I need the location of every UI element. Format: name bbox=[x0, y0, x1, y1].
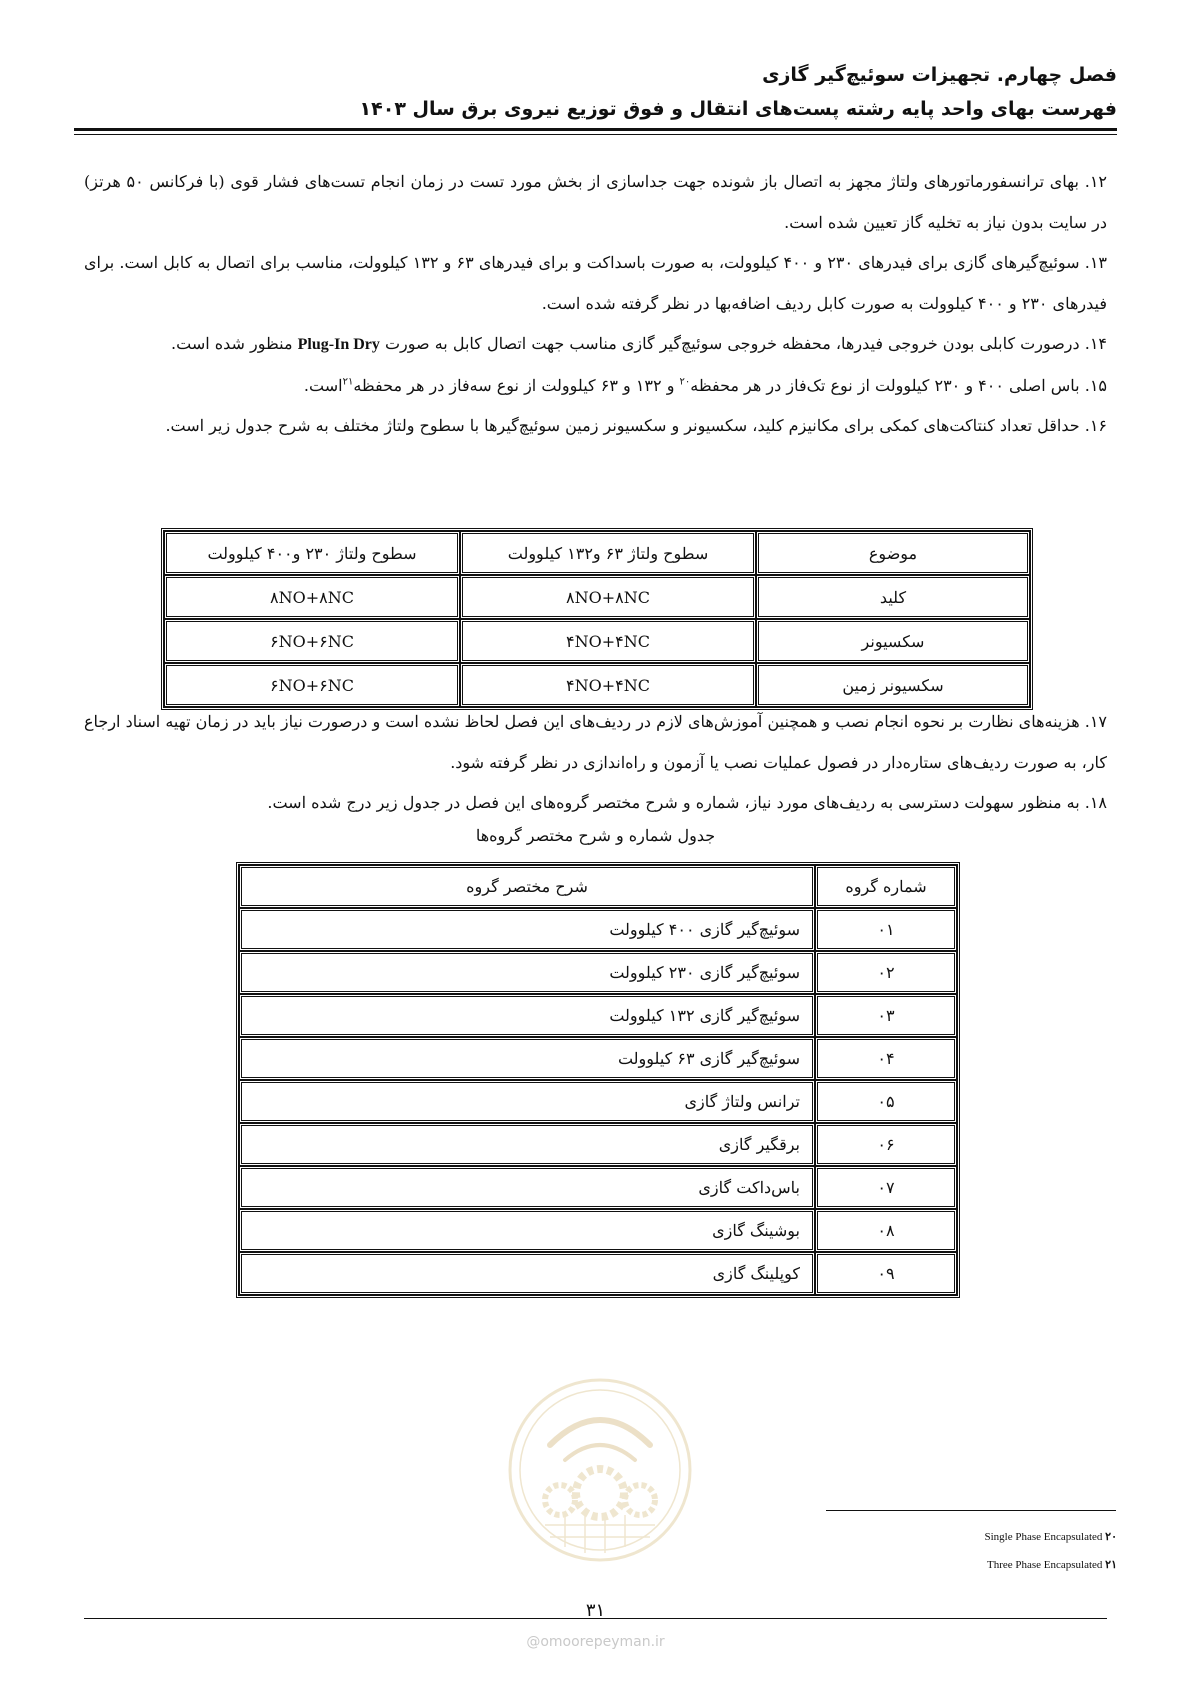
group-number: ۰۵ bbox=[815, 1080, 957, 1123]
footnote-rule bbox=[826, 1510, 1116, 1511]
watermark-logo-icon bbox=[505, 1375, 695, 1565]
table-row bbox=[164, 663, 1030, 707]
page-number: ۳۱ bbox=[585, 1600, 606, 1621]
note-15-text-b: و ۱۳۲ و ۶۳ کیلوولت از نوع سه‌فاز در هر محفظه bbox=[353, 375, 675, 395]
header-63-132kv: سطوح ولتاژ ۶۳ و۱۳۲ کیلوولت bbox=[460, 531, 756, 575]
cell-63-132kv: ۴NO+۴NC bbox=[460, 663, 756, 707]
cell-subject: کلید bbox=[756, 575, 1030, 619]
note-18: ۱۸. به منظور سهولت دسترسی به ردیف‌های مورد نیاز، شماره و شرح مختصر گروه‌های این فصل در جدول زیر درج شده است. bbox=[267, 793, 1107, 812]
document-subtitle: فهرست بهای واحد پایه رشته پست‌های انتقال و فوق توزیع نیروی برق سال ۱۴۰۳ bbox=[359, 98, 1117, 120]
group-description: کوپلینگ گازی bbox=[239, 1252, 815, 1295]
group-number: ۰۶ bbox=[815, 1123, 957, 1166]
footnote-number: ۲۱ bbox=[1105, 1559, 1117, 1571]
footnote-ref-20: ۲۰ bbox=[679, 376, 691, 388]
table-row bbox=[164, 619, 1030, 663]
note-16: ۱۶. حداقل تعداد کنتاکت‌های کمکی برای مکانیزم کلید، سکسیونر و سکسیونر زمین سوئیچ‌گیرها با سطوح ولتاژ مختلف به شرح جدول زیر است. bbox=[165, 416, 1107, 435]
table-row bbox=[239, 1166, 957, 1209]
cell-230-400kv: ۸NO+۸NC bbox=[164, 575, 460, 619]
footnote-21 bbox=[987, 1558, 1117, 1571]
table-row bbox=[164, 575, 1030, 619]
auxiliary-contacts-table bbox=[161, 528, 1033, 710]
cell-230-400kv: ۶NO+۶NC bbox=[164, 663, 460, 707]
note-17: ۱۷. هزینه‌های نظارت بر نحوه انجام نصب و همچنین آموزش‌های لازم در ردیف‌های این فصل لحاظ نشده است و درصورت نیاز باید در زمان تهیه اسناد ارجاع کار، به صورت ردیف‌های ستاره‌دار در فصول عملیات نصب یا آزمون و راه‌اندازی در نظر گرفته شود. bbox=[84, 712, 1107, 772]
cell-subject: سکسیونر bbox=[756, 619, 1030, 663]
note-15-text-c: است. bbox=[303, 375, 343, 395]
table-row bbox=[239, 1252, 957, 1295]
table-row bbox=[239, 951, 957, 994]
group-number: ۰۴ bbox=[815, 1037, 957, 1080]
note-12: ۱۲. بهای ترانسفورماتورهای ولتاژ مجهز به اتصال باز شونده جهت جداسازی از بخش مورد تست در زمان انجام تست‌های فشار قوی (با فرکانس ۵۰ هرتز) در سایت بدون نیاز به تخلیه گاز تعیین شده است. bbox=[84, 172, 1108, 232]
group-description: ترانس ولتاژ گازی bbox=[239, 1080, 815, 1123]
groups-table-caption: جدول شماره و شرح مختصر گروه‌ها bbox=[475, 826, 716, 845]
header-230-400kv: سطوح ولتاژ ۲۳۰ و۴۰۰ کیلوولت bbox=[164, 531, 460, 575]
note-15 bbox=[84, 366, 1107, 407]
notes-section-1 bbox=[84, 162, 1107, 447]
table-row bbox=[239, 1037, 957, 1080]
note-14-text-a: ۱۴. درصورت کابلی بودن خروجی فیدرها، محفظه خروجی سوئیچ‌گیر گازی مناسب جهت اتصال کابل به صورت bbox=[384, 334, 1107, 353]
footnote-number: ۲۰ bbox=[1105, 1531, 1117, 1543]
table-row bbox=[239, 1080, 957, 1123]
header-rule-thin bbox=[74, 134, 1117, 135]
footnote-ref-21: ۲۱ bbox=[342, 376, 354, 388]
footnote-20 bbox=[985, 1530, 1118, 1543]
page-header bbox=[74, 58, 1117, 126]
table-row bbox=[239, 908, 957, 951]
group-description: سوئیچ‌گیر گازی ۱۳۲ کیلوولت bbox=[239, 994, 815, 1037]
note-14-term: Plug-In Dry bbox=[297, 336, 380, 353]
header-group-number: شماره گروه bbox=[815, 865, 957, 908]
group-number: ۰۷ bbox=[815, 1166, 957, 1209]
note-13: ۱۳. سوئیچ‌گیرهای گازی برای فیدرهای ۲۳۰ و ۴۰۰ کیلوولت، به صورت باسداکت و برای فیدرهای ۶۳ و ۱۳۲ کیلوولت، مناسب برای اتصال به کابل است. برای فیدرهای ۲۳۰ و ۴۰۰ کیلوولت به صورت کابل ردیف اضافه‌بها در نظر گرفته شده است. bbox=[84, 253, 1108, 313]
note-14 bbox=[84, 324, 1107, 366]
cell-63-132kv: ۸NO+۸NC bbox=[460, 575, 756, 619]
group-description: بوشینگ گازی bbox=[239, 1209, 815, 1252]
group-number: ۰۸ bbox=[815, 1209, 957, 1252]
note-14-text-b: منظور شده است. bbox=[171, 334, 293, 353]
groups-table bbox=[236, 862, 960, 1298]
header-subject: موضوع bbox=[756, 531, 1030, 575]
group-number: ۰۲ bbox=[815, 951, 957, 994]
group-description: سوئیچ‌گیر گازی ۲۳۰ کیلوولت bbox=[239, 951, 815, 994]
table-header-row bbox=[164, 531, 1030, 575]
table-row bbox=[239, 1123, 957, 1166]
table-header-row bbox=[239, 865, 957, 908]
group-description: برقگیر گازی bbox=[239, 1123, 815, 1166]
footnote-text: Single Phase Encapsulated bbox=[984, 1531, 1103, 1543]
cell-230-400kv: ۶NO+۶NC bbox=[164, 619, 460, 663]
note-15-text-a: ۱۵. باس اصلی ۴۰۰ و ۲۳۰ کیلوولت از نوع تک‌فاز در هر محفظه bbox=[690, 375, 1107, 395]
table-row bbox=[239, 1209, 957, 1252]
group-description: باس‌داکت گازی bbox=[239, 1166, 815, 1209]
group-number: ۰۹ bbox=[815, 1252, 957, 1295]
cell-63-132kv: ۴NO+۴NC bbox=[460, 619, 756, 663]
group-number: ۰۱ bbox=[815, 908, 957, 951]
table-row bbox=[239, 994, 957, 1037]
header-group-description: شرح مختصر گروه bbox=[239, 865, 815, 908]
group-number: ۰۳ bbox=[815, 994, 957, 1037]
header-rule-thick bbox=[74, 128, 1117, 131]
watermark-site: @omoorepeyman.ir bbox=[526, 1634, 665, 1650]
group-description: سوئیچ‌گیر گازی ۴۰۰ کیلوولت bbox=[239, 908, 815, 951]
cell-subject: سکسیونر زمین bbox=[756, 663, 1030, 707]
notes-section-2 bbox=[84, 702, 1107, 824]
chapter-title: فصل چهارم. تجهیزات سوئیچ‌گیر گازی bbox=[762, 64, 1117, 86]
footnote-text: Three Phase Encapsulated bbox=[986, 1559, 1103, 1571]
group-description: سوئیچ‌گیر گازی ۶۳ کیلوولت bbox=[239, 1037, 815, 1080]
